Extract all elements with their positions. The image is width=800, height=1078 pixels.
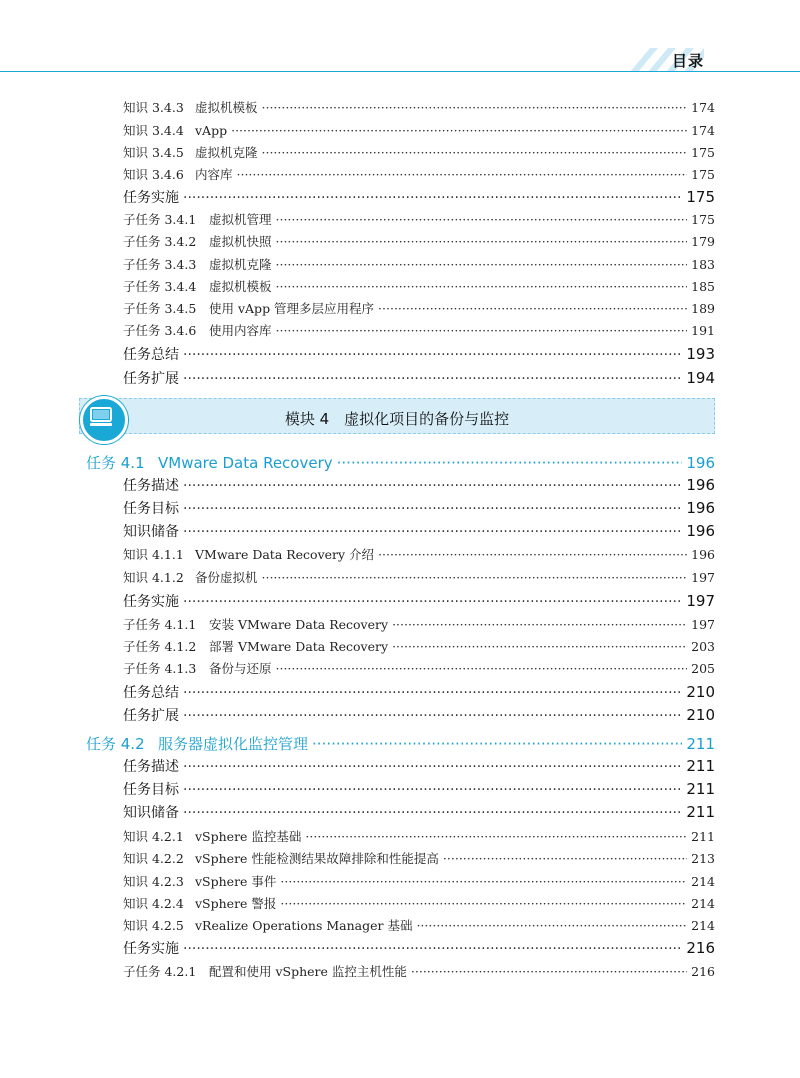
toc-entry[interactable] — [123, 187, 715, 207]
toc-leader-dots — [183, 708, 682, 724]
toc-entry-title: vSphere 性能检测结果故障排除和性能提高 — [195, 851, 439, 866]
toc-entry-code: 子任务 3.4.3 — [123, 257, 197, 272]
toc-entry-page: 211 — [686, 735, 715, 753]
toc-leader-dots — [276, 661, 688, 676]
toc-leader-dots — [378, 547, 687, 562]
module-title: 模块 4 虚拟化项目的备份与监控 — [284, 410, 510, 428]
toc-entry[interactable] — [123, 232, 715, 250]
toc-leader-dots — [416, 918, 687, 933]
toc-entry-code: 知识 3.4.6 — [123, 167, 184, 182]
toc-leader-dots — [183, 478, 682, 494]
toc-entry-page: 214 — [691, 918, 715, 933]
module-banner — [79, 398, 715, 434]
toc-entry-page: 183 — [691, 257, 715, 272]
toc-entry-title: VMware Data Recovery — [158, 454, 333, 472]
toc-leader-dots — [183, 759, 682, 775]
toc-entry[interactable] — [123, 568, 715, 586]
toc-leader-dots — [276, 212, 688, 227]
toc-leader-dots — [276, 279, 688, 294]
toc-entry[interactable] — [123, 802, 715, 822]
toc-leader-dots — [183, 685, 682, 701]
toc-entry-page: 196 — [691, 547, 715, 562]
toc-entry-title: 任务总结 — [123, 685, 179, 701]
toc-leader-dots — [305, 829, 687, 844]
toc-entry-title: 任务目标 — [123, 782, 179, 798]
toc-entry-title: 任务实施 — [123, 190, 179, 206]
toc-entry[interactable] — [123, 779, 715, 799]
toc-entry-code: 知识 4.2.3 — [123, 874, 184, 889]
toc-entry-title: vApp — [195, 123, 228, 138]
toc-entry[interactable] — [123, 962, 715, 980]
toc-entry-page: 210 — [686, 706, 715, 724]
toc-entry-page: 211 — [686, 757, 715, 775]
toc-entry-code: 子任务 4.1.2 — [123, 639, 197, 654]
toc-entry[interactable] — [123, 682, 715, 702]
toc-leader-dots — [183, 524, 682, 540]
toc-entry-code: 子任务 3.4.4 — [123, 279, 197, 294]
toc-entry-title: 服务器虚拟化监控管理 — [158, 735, 309, 753]
toc-entry-code: 子任务 4.2.1 — [123, 964, 197, 979]
toc-entry-title: 虚拟机克隆 — [195, 145, 258, 160]
toc-entry-code: 子任务 4.1.3 — [123, 661, 197, 676]
toc-entry-title: 任务实施 — [123, 594, 179, 610]
toc-entry-code: 知识 3.4.4 — [123, 123, 184, 138]
toc-leader-dots — [443, 851, 687, 866]
toc-leader-dots — [276, 234, 688, 249]
toc-entry-page: 203 — [691, 639, 715, 654]
toc-entry-page: 211 — [686, 780, 715, 798]
toc-entry-page: 174 — [691, 100, 715, 115]
computer-icon — [80, 396, 128, 444]
toc-entry[interactable] — [123, 615, 715, 633]
toc-entry-title: 部署 VMware Data Recovery — [209, 639, 389, 654]
toc-entry-title: 内容库 — [195, 167, 233, 182]
toc-entry-code: 知识 4.2.2 — [123, 851, 184, 866]
toc-entry[interactable] — [123, 637, 715, 655]
toc-leader-dots — [183, 347, 682, 363]
toc-leader-dots — [276, 257, 688, 272]
toc-entry-title: VMware Data Recovery 介绍 — [195, 547, 375, 562]
toc-entry-page: 175 — [691, 167, 715, 182]
toc-entry-title: vSphere 警报 — [195, 896, 277, 911]
toc-entry-page: 179 — [691, 234, 715, 249]
toc-entry[interactable] — [123, 299, 715, 317]
toc-entry-page: 175 — [691, 145, 715, 160]
toc-leader-dots — [262, 145, 688, 160]
toc-entry[interactable] — [86, 452, 715, 473]
toc-entry-page: 197 — [691, 617, 715, 632]
toc-entry-page: 189 — [691, 301, 715, 316]
toc-entry-page: 175 — [691, 212, 715, 227]
toc-entry-title: 备份与还原 — [209, 661, 272, 676]
toc-leader-dots — [183, 190, 682, 206]
toc-leader-dots — [276, 323, 688, 338]
toc-entry[interactable] — [123, 121, 715, 139]
toc-entry[interactable] — [123, 872, 715, 890]
toc-entry-title: 虚拟机模板 — [209, 279, 272, 294]
toc-entry-title: 使用 vApp 管理多层应用程序 — [209, 301, 375, 316]
toc-leader-dots — [262, 570, 688, 585]
toc-entry-title: 任务描述 — [123, 478, 179, 494]
toc-entry-code: 知识 4.2.4 — [123, 896, 184, 911]
toc-entry[interactable] — [123, 255, 715, 273]
toc-entry[interactable] — [123, 143, 715, 161]
toc-entry-code: 子任务 4.1.1 — [123, 617, 197, 632]
toc-leader-dots — [337, 454, 683, 472]
toc-entry[interactable] — [123, 344, 715, 364]
toc-entry[interactable] — [123, 894, 715, 912]
toc-entry[interactable] — [123, 916, 715, 934]
toc-entry-title: 虚拟机克隆 — [209, 257, 272, 272]
toc-entry-page: 196 — [686, 522, 715, 540]
toc-leader-dots — [378, 301, 687, 316]
toc-entry[interactable] — [123, 521, 715, 541]
toc-entry-page: 196 — [686, 476, 715, 494]
toc-leader-dots — [392, 617, 687, 632]
toc-leader-dots — [183, 941, 682, 957]
toc-leader-dots — [231, 123, 687, 138]
toc-entry-title: 任务总结 — [123, 347, 179, 363]
toc-entry-title: 任务扩展 — [123, 371, 179, 387]
toc-entry-code: 任务 4.1 — [86, 454, 145, 472]
toc-entry-page: 216 — [691, 964, 715, 979]
toc-entry-title: vSphere 事件 — [195, 874, 277, 889]
toc-leader-dots — [262, 100, 688, 115]
toc-leader-dots — [280, 874, 687, 889]
toc-leader-dots — [280, 896, 687, 911]
toc-entry-code: 知识 4.2.5 — [123, 918, 184, 933]
toc-entry[interactable] — [123, 659, 715, 677]
toc-entry-page: 193 — [686, 345, 715, 363]
toc-entry[interactable] — [123, 165, 715, 183]
toc-entry-title: 任务目标 — [123, 501, 179, 517]
toc-entry[interactable] — [123, 475, 715, 495]
toc-entry-page: 197 — [686, 592, 715, 610]
toc-entry[interactable] — [123, 938, 715, 958]
toc-entry-title: 任务扩展 — [123, 708, 179, 724]
toc-entry-page: 214 — [691, 874, 715, 889]
toc-entry-page: 214 — [691, 896, 715, 911]
toc-entry-title: 安装 VMware Data Recovery — [209, 617, 389, 632]
toc-entry-code: 子任务 3.4.6 — [123, 323, 197, 338]
toc-entry-page: 175 — [686, 188, 715, 206]
toc-entry-code: 子任务 3.4.1 — [123, 212, 197, 227]
toc-entry-page: 196 — [686, 454, 715, 472]
toc-leader-dots — [183, 805, 682, 821]
toc-entry-code: 知识 4.1.1 — [123, 547, 184, 562]
toc-entry-page: 216 — [686, 939, 715, 957]
toc-entry-title: 任务实施 — [123, 941, 179, 957]
toc-entry-page: 174 — [691, 123, 715, 138]
toc-entry-title: 虚拟机快照 — [209, 234, 272, 249]
toc-entry-page: 191 — [691, 323, 715, 338]
toc-entry-title: 虚拟机管理 — [209, 212, 272, 227]
toc-entry[interactable] — [123, 498, 715, 518]
toc-entry-code: 知识 3.4.3 — [123, 100, 184, 115]
toc-entry[interactable] — [123, 98, 715, 116]
toc-entry-title: 虚拟机模板 — [195, 100, 258, 115]
toc-entry[interactable] — [123, 591, 715, 611]
toc-entry-page: 196 — [686, 499, 715, 517]
toc-entry-page: 211 — [686, 803, 715, 821]
toc-leader-dots — [183, 782, 682, 798]
header-rule — [0, 71, 640, 72]
toc-entry-title: 知识储备 — [123, 805, 179, 821]
toc-entry[interactable] — [123, 368, 715, 388]
toc-leader-dots — [183, 594, 682, 610]
toc-entry[interactable] — [123, 756, 715, 776]
toc-entry-code: 知识 4.2.1 — [123, 829, 184, 844]
toc-entry-code: 知识 4.1.2 — [123, 570, 184, 585]
toc-entry-title: vSphere 监控基础 — [195, 829, 302, 844]
toc-entry-title: 使用内容库 — [209, 323, 272, 338]
toc-entry[interactable] — [123, 321, 715, 339]
page-header-title: 目录 — [671, 52, 704, 70]
toc-entry-code: 子任务 3.4.2 — [123, 234, 197, 249]
toc-entry-title: 任务描述 — [123, 759, 179, 775]
toc-entry-page: 194 — [686, 369, 715, 387]
toc-entry[interactable] — [123, 849, 715, 867]
toc-entry-page: 205 — [691, 661, 715, 676]
toc-entry[interactable] — [86, 733, 715, 754]
toc-entry-code: 子任务 3.4.5 — [123, 301, 197, 316]
toc-leader-dots — [183, 371, 682, 387]
toc-entry[interactable] — [123, 705, 715, 725]
toc-entry-title: vRealize Operations Manager 基础 — [195, 918, 413, 933]
toc-entry-title: 知识储备 — [123, 524, 179, 540]
toc-entry-page: 211 — [691, 829, 715, 844]
toc-entry-title: 配置和使用 vSphere 监控主机性能 — [209, 964, 407, 979]
toc-leader-dots — [392, 639, 687, 654]
toc-entry[interactable] — [123, 277, 715, 295]
toc-entry[interactable] — [123, 545, 715, 563]
toc-entry[interactable] — [123, 827, 715, 845]
toc-entry-code: 任务 4.2 — [86, 735, 145, 753]
toc-entry-page: 197 — [691, 570, 715, 585]
toc-leader-dots — [237, 167, 688, 182]
toc-entry-title: 备份虚拟机 — [195, 570, 258, 585]
toc-entry-page: 185 — [691, 279, 715, 294]
toc-entry[interactable] — [123, 210, 715, 228]
toc-entry-page: 210 — [686, 683, 715, 701]
toc-leader-dots — [312, 735, 682, 753]
toc-leader-dots — [411, 964, 687, 979]
toc-entry-page: 213 — [691, 851, 715, 866]
toc-entry-code: 知识 3.4.5 — [123, 145, 184, 160]
toc-leader-dots — [183, 501, 682, 517]
